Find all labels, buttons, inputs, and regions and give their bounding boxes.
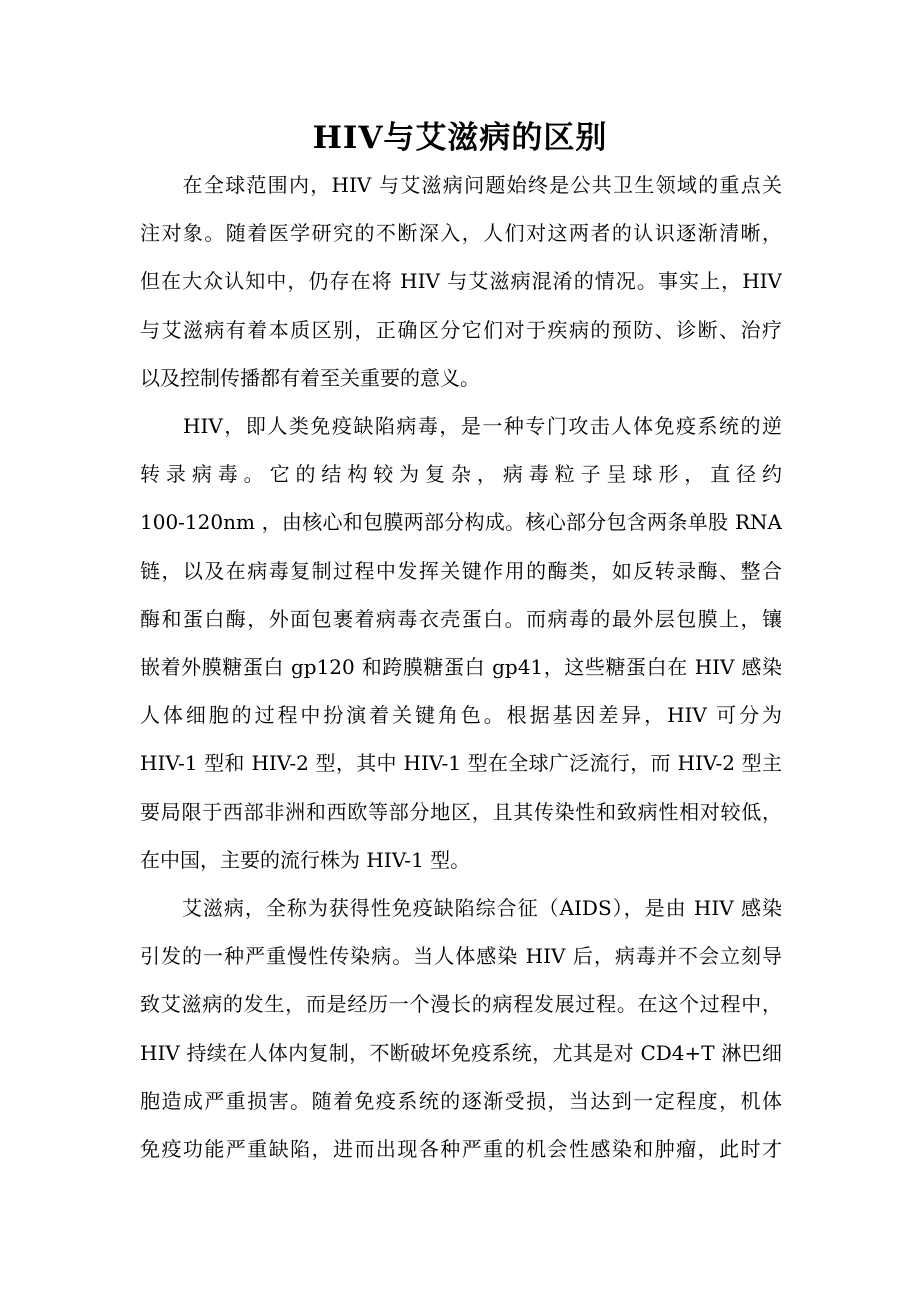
text-line: 引发的一种严重慢性传染病。当人体感染 HIV 后，病毒并不会立刻导 — [140, 944, 782, 969]
text-line: HIV，即人类免疫缺陷病毒，是一种专门攻击人体免疫系统的逆 — [140, 414, 782, 438]
paragraph-hiv — [140, 402, 782, 884]
text-line: HIV-1 型和 HIV-2 型，其中 HIV-1 型在全球广泛流行，而 HIV-2 型主 — [140, 751, 782, 776]
text-line: 在中国，主要的流行株为 HIV-1 型。 — [140, 847, 471, 872]
text-line: 致艾滋病的发生，而是经历一个漫长的病程发展过程。在这个过程中， — [140, 992, 782, 1017]
text-line: 艾滋病，全称为获得性免疫缺陷综合征（AIDS），是由 HIV 感染 — [140, 896, 782, 920]
text-line: 酶和蛋白酶，外面包裹着病毒衣壳蛋白。而病毒的最外层包膜上，镶 — [140, 606, 782, 631]
text-line: 100-120nm ，由核心和包膜两部分构成。核心部分包含两条单股 RNA — [140, 510, 782, 535]
text-line: 但在大众认知中，仍存在将 HIV 与艾滋病混淆的情况。事实上，HIV — [140, 269, 782, 294]
text-line: 嵌着外膜糖蛋白 gp120 和跨膜糖蛋白 gp41，这些糖蛋白在 HIV 感染 — [140, 654, 782, 679]
text-line: 链，以及在病毒复制过程中发挥关键作用的酶类，如反转录酶、整合 — [140, 558, 782, 583]
text-line: 注对象。随着医学研究的不断深入，人们对这两者的认识逐渐清晰， — [140, 221, 782, 246]
text-line: 免疫功能严重缺陷，进而出现各种严重的机会性感染和肿瘤，此时才 — [140, 1136, 782, 1161]
text-line: 与艾滋病有着本质区别，正确区分它们对于疾病的预防、诊断、治疗 — [140, 317, 782, 342]
text-line: 转录病毒。它的结构较为复杂，病毒粒子呈球形，直径约 — [140, 462, 782, 487]
text-line: 要局限于西部非洲和西欧等部分地区，且其传染性和致病性相对较低， — [140, 799, 782, 824]
paragraph-aids — [140, 884, 782, 1173]
text-line: 人体细胞的过程中扮演着关键角色。根据基因差异，HIV 可分为 — [140, 703, 782, 728]
document-title: HIV与艾滋病的区别 — [312, 120, 608, 156]
text-line: 在全球范围内，HIV 与艾滋病问题始终是公共卫生领域的重点关 — [140, 173, 782, 197]
text-line: HIV 持续在人体内复制，不断破坏免疫系统，尤其是对 CD4+T 淋巴细 — [140, 1040, 782, 1065]
text-line: 以及控制传播都有着至关重要的意义。 — [140, 365, 480, 390]
text-line: 胞造成严重损害。随着免疫系统的逐渐受损，当达到一定程度，机体 — [140, 1088, 782, 1113]
paragraph-intro — [140, 161, 782, 402]
